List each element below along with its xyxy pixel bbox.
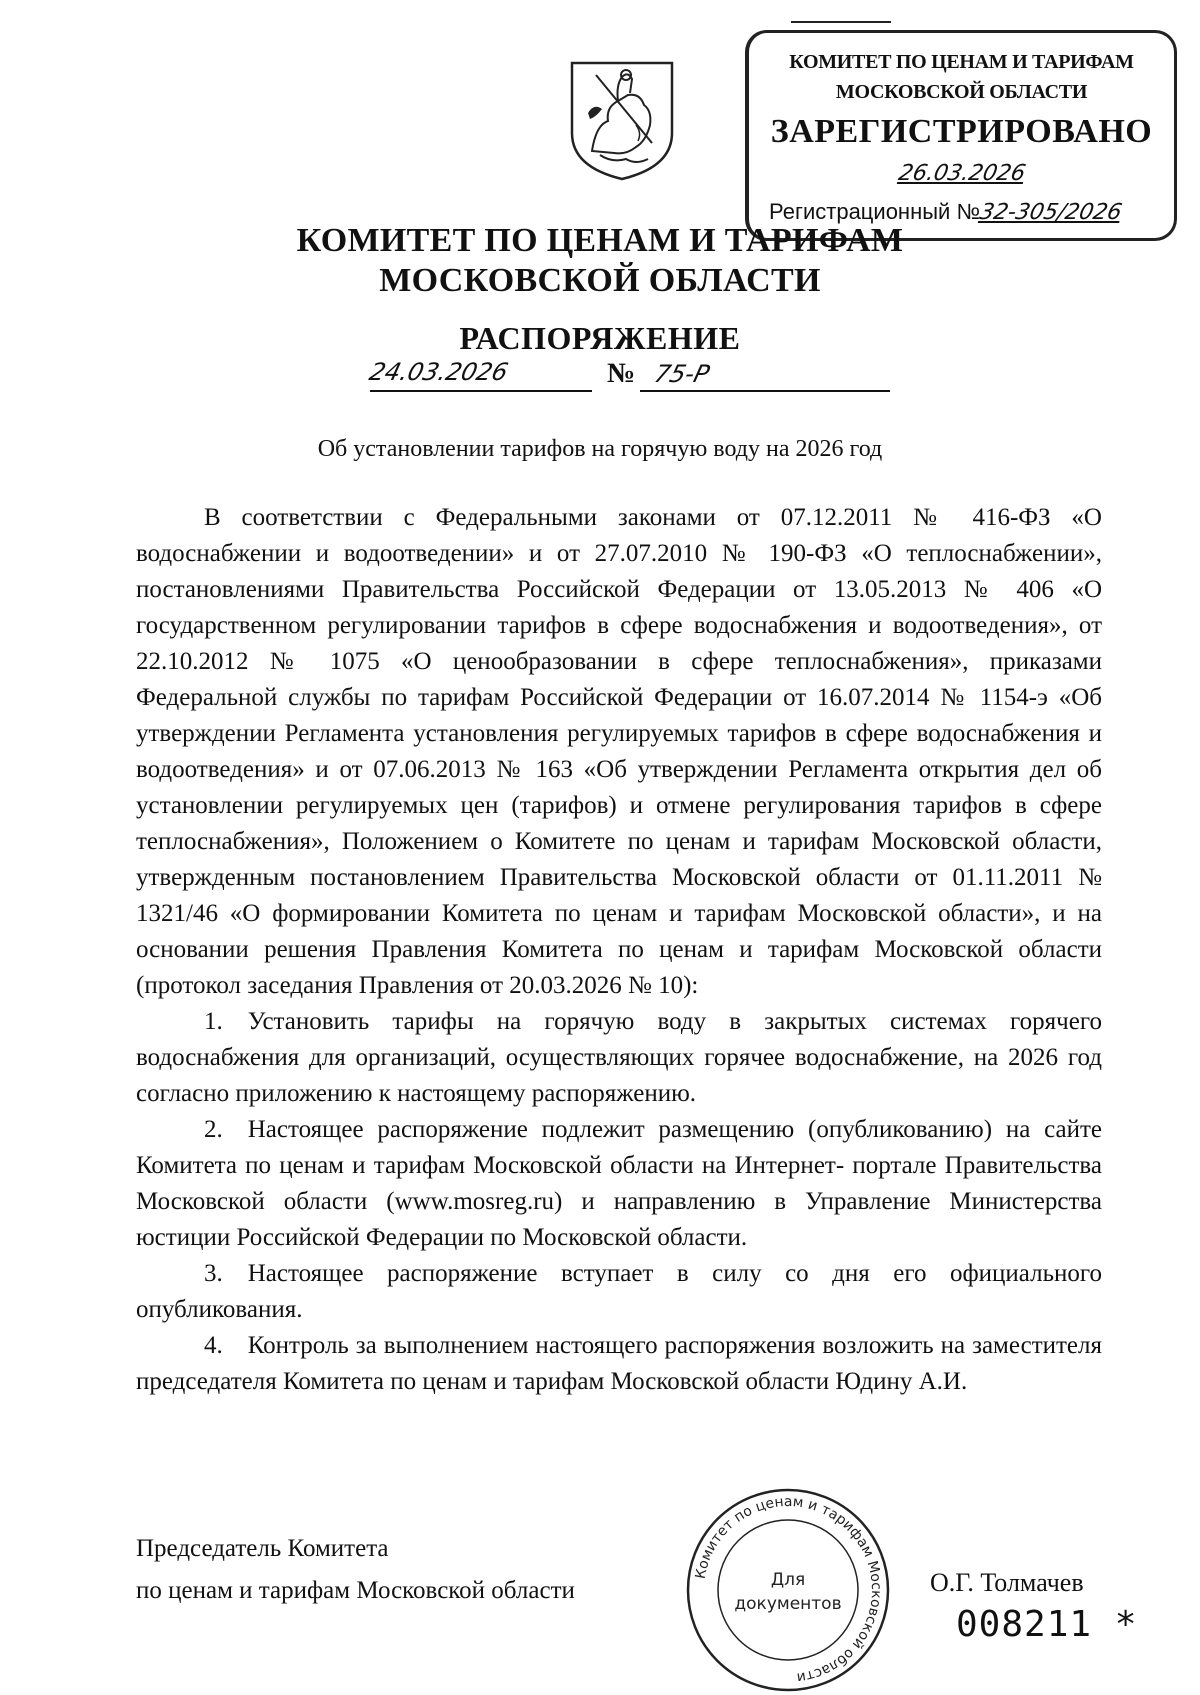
- number-underline: [640, 390, 890, 392]
- item-2-paragraph: 2. Настоящее распоряжение подлежит размещению (опубликованию) на сайте Комитета по ценам и тарифам Московской области на Интернет- портале Правительства Московской области (www.mosreg.ru) и направлению в Управление Министерства юстиции Российской Федерации по Московской области.: [136, 1116, 1102, 1251]
- seal-ring-text: Комитет по ценам и тарифам Московской области: [692, 1493, 885, 1686]
- org-title-line1: КОМИТЕТ ПО ЦЕНАМ И ТАРИФАМ: [296, 222, 904, 259]
- seal-center-line1: Для: [770, 1570, 806, 1590]
- document-body: [136, 500, 1102, 1400]
- signature-position: [136, 1528, 575, 1612]
- seal-center-line2: документов: [734, 1594, 842, 1614]
- item-3-paragraph: 3. Настоящее распоряжение вступает в силу со дня его официального опубликования.: [136, 1260, 1102, 1323]
- document-date-number-line: [366, 358, 890, 398]
- signature-position-line2: по ценам и тарифам Московской области: [136, 1577, 575, 1604]
- signatory-name: О.Г. Толмачев: [930, 1568, 1084, 1597]
- round-seal: [683, 1485, 893, 1695]
- stamp-date: 26.03.2026: [896, 161, 1028, 186]
- item-1-paragraph: 1. Установить тарифы на горячую воду в закрытых системах горячего водоснабжения для организаций, осуществляющих горячее водоснабжение, на 2026 год согласно приложению к настоящему распоряжению.: [136, 1008, 1102, 1107]
- document-date: 24.03.2026: [366, 358, 511, 386]
- document-subject: Об установлении тарифов на горячую воду на 2026 год: [317, 436, 883, 462]
- stamp-title: ЗАРЕГИСТРИРОВАНО: [770, 113, 1153, 150]
- signature-position-line1: Председатель Комитета: [136, 1535, 389, 1562]
- stamp-reg-label: Регистрационный №: [769, 199, 981, 224]
- coat-of-arms-icon: [566, 55, 678, 183]
- org-title-line2: МОСКОВСКОЙ ОБЛАСТИ: [379, 262, 821, 299]
- date-underline: [370, 390, 592, 392]
- number-label: №: [607, 358, 636, 389]
- serial-number: 008211 *: [956, 1604, 1138, 1645]
- stamp-reg-number: 32-305/2026: [977, 200, 1125, 225]
- stamp-top-line: [791, 21, 891, 23]
- item-4-paragraph: 4. Контроль за выполнением настоящего распоряжения возложить на заместителя председателя Комитета по ценам и тарифам Московской области Юдину А.И.: [136, 1332, 1102, 1395]
- stamp-org-line2: МОСКОВСКОЙ ОБЛАСТИ: [835, 81, 1088, 103]
- stamp-org-line1: КОМИТЕТ ПО ЦЕНАМ И ТАРИФАМ: [789, 51, 1134, 73]
- preamble-paragraph: В соответствии с Федеральными законами от 07.12.2011 № 416-ФЗ «О водоснабжении и водоотведении» и от 27.07.2010 № 190-ФЗ «О теплоснабжении», постановлениями Правительства Российской Федерации от 13.05.2013 № 406 «О государственном регулировании тарифов в сфере водоснабжения и водоотведения», от 22.10.2012 № 1075 «О ценообразовании в сфере теплоснабжения», приказами Федеральной службы по тарифам Российской Федерации от 16.07.2014 № 1154-э «Об утверждении Регламента установления регулируемых тарифов в сфере водоснабжения и водоотведения» и от 07.06.2013 № 163 «Об утверждении Регламента открытия дел об установлении регулируемых цен (тарифов) и отмене регулирования тарифов в сфере теплоснабжения», Положением о Комитете по ценам и тарифам Московской области, утвержденным постановлением Правительства Московской области от 01.11.2011 № 1321/46 «О формировании Комитета по ценам и тарифам Московской области», и на основании решения Правления Комитета по ценам и тарифам Московской области (протокол заседания Правления от 20.03.2026 № 10):: [136, 504, 1102, 999]
- document-type: РАСПОРЯЖЕНИЕ: [459, 320, 741, 356]
- registration-stamp: [745, 30, 1177, 241]
- document-number: 75-Р: [651, 360, 713, 388]
